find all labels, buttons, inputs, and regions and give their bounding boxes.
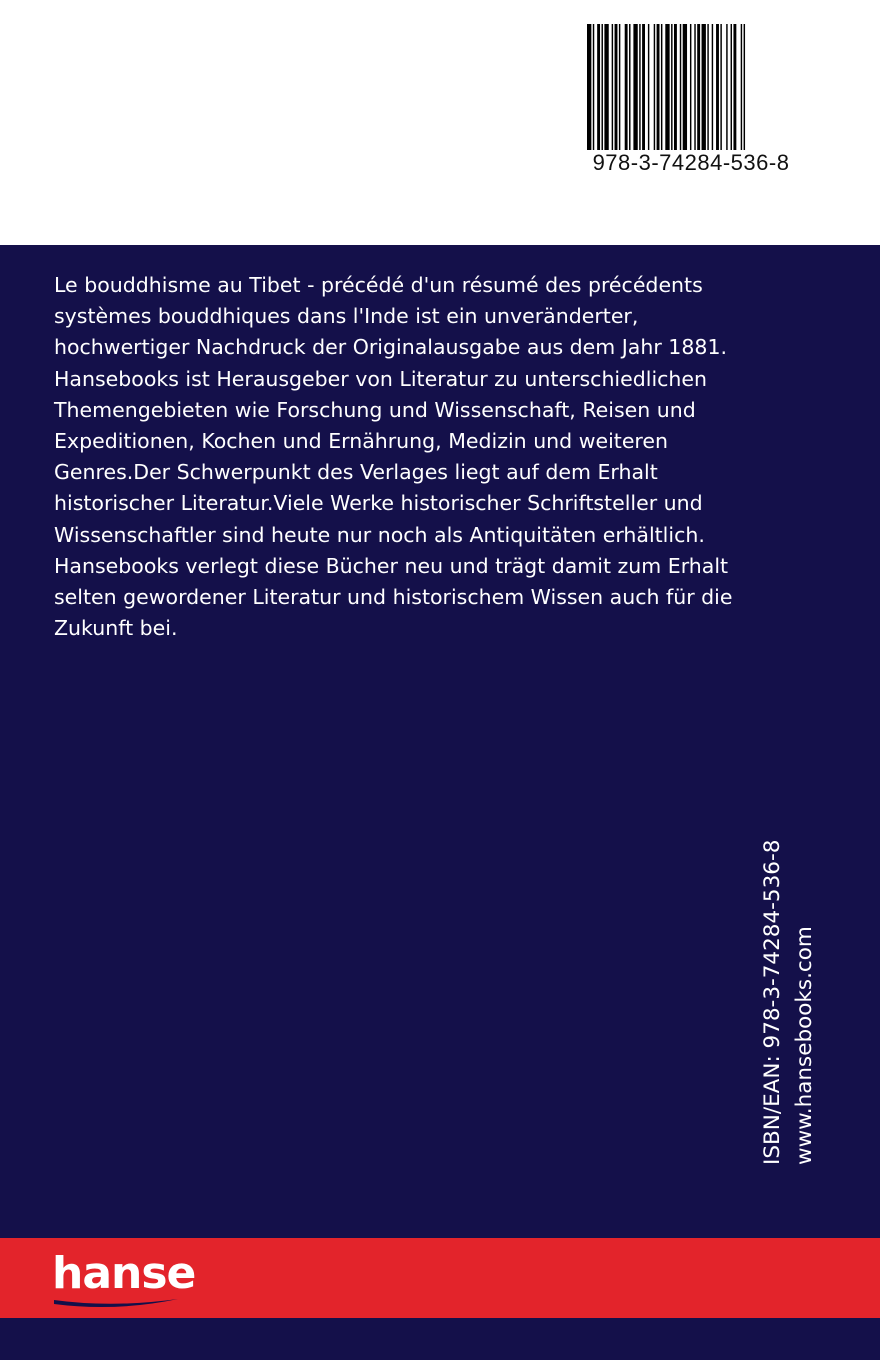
barcode-bar bbox=[697, 24, 700, 150]
barcode-bar bbox=[604, 24, 608, 150]
barcode-bar bbox=[619, 24, 620, 150]
barcode-bar bbox=[633, 24, 637, 150]
website-text: www.hansebooks.com bbox=[792, 926, 817, 1165]
barcode-bar bbox=[712, 24, 713, 150]
barcode-bar bbox=[661, 24, 662, 150]
description-line: Le bouddhisme au Tibet - précédé d'un résumé des précédents bbox=[54, 273, 703, 297]
barcode-bar bbox=[680, 24, 681, 150]
logo-swoosh-icon bbox=[52, 1296, 182, 1310]
isbn-website-vertical bbox=[757, 840, 821, 1165]
barcode-bar bbox=[694, 24, 695, 150]
barcode-bar bbox=[707, 24, 708, 150]
description-line: hochwertiger Nachdruck der Originalausgabe aus dem Jahr 1881. bbox=[54, 335, 727, 360]
publisher-logo: hanse bbox=[52, 1248, 196, 1299]
barcode-bar bbox=[654, 24, 655, 150]
barcode-bar bbox=[648, 24, 649, 150]
barcode-bar bbox=[615, 24, 618, 150]
barcode-bar bbox=[642, 24, 645, 150]
description-line: Expeditionen, Kochen und Ernährung, Medizin und weiteren bbox=[54, 429, 669, 454]
description-line: systèmes bouddhiques dans l'Inde ist ein unveränderter, bbox=[54, 304, 639, 329]
barcode-bar bbox=[716, 24, 719, 150]
barcode-bar bbox=[657, 24, 660, 150]
barcode bbox=[585, 24, 797, 184]
barcode-bar bbox=[639, 24, 640, 150]
barcode-bar bbox=[602, 24, 603, 150]
barcode-bar bbox=[733, 24, 736, 150]
barcode-number: 978-3-74284-536-8 bbox=[592, 150, 790, 175]
barcode-bar bbox=[720, 24, 721, 150]
barcode-bar bbox=[674, 24, 677, 150]
barcode-bar bbox=[702, 24, 706, 150]
description-line: Wissenschaftler sind heute nur noch als Antiquitäten erhältlich. bbox=[54, 522, 705, 547]
description-line: Themengebieten wie Forschung und Wissenschaft, Reisen und bbox=[54, 397, 696, 422]
barcode-bar bbox=[593, 24, 594, 150]
isbn-text: ISBN/EAN: 978-3-74284-536-8 bbox=[760, 839, 785, 1165]
barcode-bar bbox=[671, 24, 672, 150]
barcode-bar bbox=[612, 24, 613, 150]
description-line: historischer Literatur.Viele Werke historischer Schriftsteller und bbox=[54, 491, 703, 516]
barcode-bar bbox=[741, 24, 742, 150]
barcode-bar bbox=[744, 24, 745, 150]
barcode-bar bbox=[690, 24, 691, 150]
barcode-bar bbox=[665, 24, 669, 150]
barcode-bar bbox=[683, 24, 687, 150]
description-line: Hansebooks ist Herausgeber von Literatur zu unterschiedlichen bbox=[54, 366, 708, 391]
barcode-bar bbox=[731, 24, 732, 150]
barcode-bar bbox=[587, 24, 591, 150]
description-line: Hansebooks verlegt diese Bücher neu und trägt damit zum Erhalt bbox=[54, 553, 729, 578]
description-line: Genres.Der Schwerpunkt des Verlages liegt auf dem Erhalt bbox=[54, 460, 658, 485]
description-line: Zukunft bei. bbox=[54, 616, 178, 641]
barcode-bar bbox=[629, 24, 630, 150]
book-description bbox=[54, 270, 814, 644]
barcode-bars bbox=[587, 24, 795, 152]
barcode-bar bbox=[726, 24, 727, 150]
barcode-bar bbox=[597, 24, 600, 150]
description-line: selten gewordener Literatur und historischem Wissen auch für die bbox=[54, 585, 733, 610]
barcode-bar bbox=[625, 24, 628, 150]
